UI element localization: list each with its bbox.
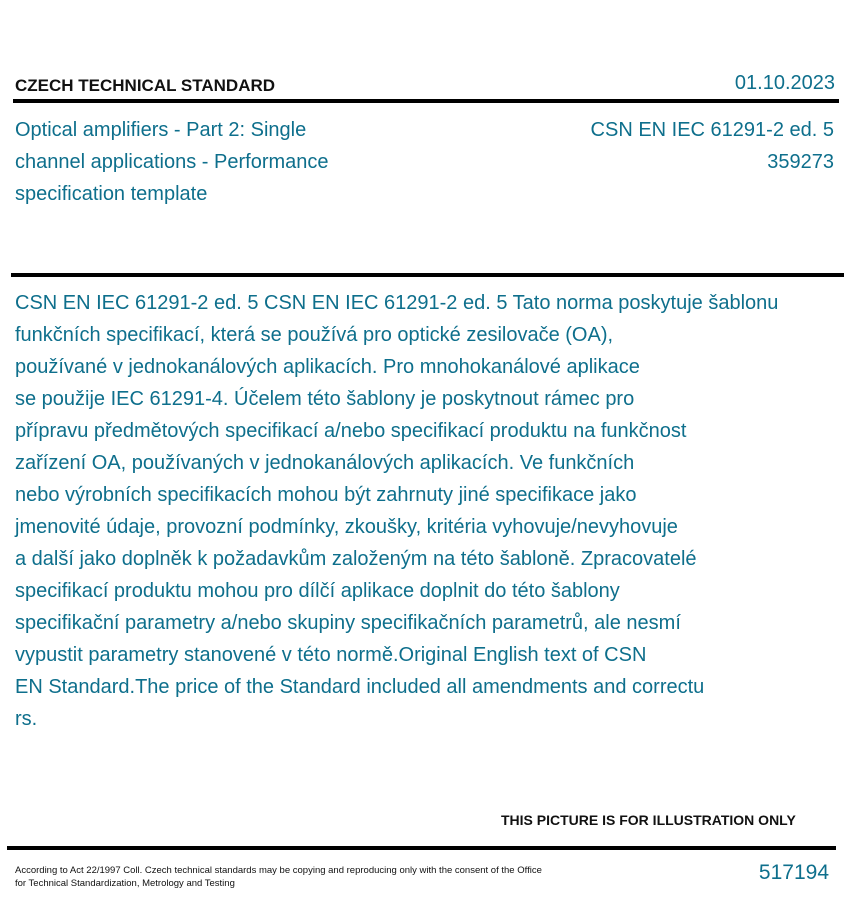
abstract-line: specifikační parametry a/nebo skupiny specifikačních parametrů, ale nesmí bbox=[15, 612, 681, 634]
header-label: CZECH TECHNICAL STANDARD bbox=[15, 76, 276, 95]
section-divider bbox=[11, 273, 844, 277]
class-number: 359273 bbox=[767, 151, 834, 173]
header-divider bbox=[13, 99, 839, 103]
abstract-line: specifikací produktu mohou pro dílčí aplikace doplnit do této šablony bbox=[15, 580, 620, 602]
footer-divider bbox=[7, 846, 836, 850]
abstract-line: vypustit parametry stanovené v této normě.Original English text of CSN bbox=[15, 644, 647, 666]
title-line: Optical amplifiers - Part 2: Single bbox=[15, 119, 307, 141]
document-title bbox=[15, 114, 435, 210]
abstract-line: zařízení OA, používaných v jednokanálových aplikacích. Ve funkčních bbox=[15, 452, 635, 474]
title-line: specification template bbox=[15, 183, 208, 205]
abstract-line: nebo výrobních specifikacích mohou být zahrnuty jiné specifikace jako bbox=[15, 484, 637, 506]
legal-line: According to Act 22/1997 Coll. Czech technical standards may be copying and reproducing only with the consent of the Office bbox=[15, 865, 542, 876]
abstract-line: jmenovité údaje, provozní podmínky, zkoušky, kritéria vyhovuje/nevyhovuje bbox=[15, 516, 678, 538]
abstract-text bbox=[15, 287, 855, 735]
abstract-line: a další jako doplněk k požadavkům založeným na této šabloně. Zpracovatelé bbox=[15, 548, 697, 570]
abstract-line: rs. bbox=[15, 708, 38, 730]
document-id-number: 517194 bbox=[758, 861, 829, 884]
title-line: channel applications - Performance bbox=[15, 151, 329, 173]
illustration-note: THIS PICTURE IS FOR ILLUSTRATION ONLY bbox=[501, 812, 796, 828]
abstract-line: funkčních specifikací, která se používá pro optické zesilovače (OA), bbox=[15, 324, 614, 346]
legal-notice bbox=[15, 864, 615, 890]
header-date: 01.10.2023 bbox=[734, 72, 835, 94]
document-code-block bbox=[591, 114, 834, 178]
abstract-line: EN Standard.The price of the Standard included all amendments and correctu bbox=[15, 676, 705, 698]
abstract-line: CSN EN IEC 61291-2 ed. 5 CSN EN IEC 61291-2 ed. 5 Tato norma poskytuje šablonu bbox=[15, 292, 779, 314]
abstract-line: přípravu předmětových specifikací a/nebo specifikací produktu na funkčnost bbox=[15, 420, 687, 442]
abstract-line: používané v jednokanálových aplikacích. Pro mnohokanálové aplikace bbox=[15, 356, 640, 378]
abstract-line: se použije IEC 61291-4. Účelem této šablony je poskytnout rámec pro bbox=[15, 388, 635, 410]
document-code: CSN EN IEC 61291-2 ed. 5 bbox=[590, 119, 834, 141]
legal-line: for Technical Standardization, Metrology and Testing bbox=[15, 878, 235, 889]
